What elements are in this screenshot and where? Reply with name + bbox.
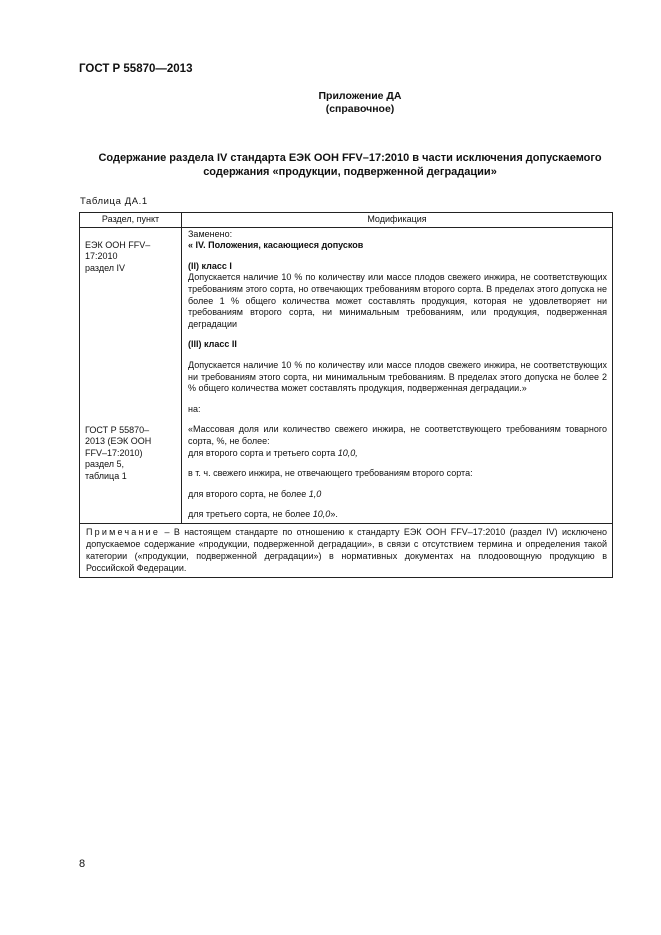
third-grade-end: ». — [330, 509, 338, 520]
section-ref-line: 17:2010 — [85, 251, 118, 262]
header-section: Раздел, пункт — [80, 213, 182, 228]
modification-table — [79, 212, 613, 578]
annex-title: Приложение ДА — [318, 90, 402, 102]
section-ref-line: таблица 1 — [85, 470, 127, 481]
section-ref-line: раздел IV — [85, 262, 126, 273]
section-ref-line: 2013 (ЕЭК ООН — [85, 436, 152, 447]
table-header-row — [80, 213, 613, 228]
third-grade-value: 10,0 — [312, 509, 331, 520]
class1-text: Допускается наличие 10 % по количеству или массе плодов свежего инжира, не соответствующих требованиям этого сорта, но отвечающих требованиям второго сорта. В пределах этого допуска не более 1 % общего количества может составлять продукция, которая не удовлетворяет ни требованиям второго сорта, ни минимальным требованиям, или продукция, подверженная деградации — [188, 272, 607, 329]
class2-text: Допускается наличие 10 % по количеству или массе плодов свежего инжира, не соответствующих ни требованиям этого сорта, ни минимальным требованиям. В пределах этого допуска не более 2 % общего количества может составлять продукция, подверженная деградации.» — [188, 359, 607, 394]
section-ref-modified — [85, 425, 177, 483]
mass-text: «Массовая доля или количество свежего инжира, не соответствующего требованиям товарного сорта, %, не более: — [188, 424, 607, 446]
section-title — [80, 151, 620, 179]
note-row — [80, 523, 613, 577]
section-title-line2: содержания «продукции, подверженной деградации» — [203, 166, 497, 178]
class2-heading: (III) класс II — [188, 339, 237, 350]
document-code: ГОСТ Р 55870—2013 — [79, 63, 193, 75]
second-grade-text: для второго сорта, не более — [188, 488, 307, 499]
section-ref-line: ГОСТ Р 55870– — [85, 424, 150, 435]
note-cell — [80, 523, 613, 577]
section-cell — [80, 227, 182, 523]
table-label: Таблица ДА.1 — [80, 196, 148, 207]
annex-subtitle: (справочное) — [325, 103, 395, 115]
second-grade-line — [188, 489, 607, 501]
annex-heading — [280, 90, 440, 116]
incl-line: в т. ч. свежего инжира, не отвечающего требованиям второго сорта: — [188, 468, 473, 479]
section-title-line1: Содержание раздела IV стандарта ЕЭК ООН FFV–17:2010 в части исключения допускаемого — [98, 152, 602, 164]
grades-value: 10,0, — [337, 447, 358, 458]
third-grade-text: для третьего сорта, не более — [188, 509, 311, 520]
on-label: на: — [188, 403, 201, 414]
third-grade-line — [188, 509, 607, 521]
section-ref-original — [85, 240, 177, 275]
class1-heading: (II) класс I — [188, 260, 232, 271]
note-label: Примечание — [86, 526, 161, 537]
section-heading: « IV. Положения, касающиеся допусков — [188, 240, 364, 251]
section-ref-line: FFV–17:2010) — [85, 447, 143, 458]
note-text: – В настоящем стандарте по отношению к стандарту ЕЭК ООН FFV–17:2010 (раздел IV) исключено допускаемое содержание «продукции, подверженной деградации», в связи с отсутствием термина и определения такой категории («продукции, подверженной деградации») в нормативных документах на плодоовощную продукцию в Российской Федерации. — [86, 526, 607, 573]
grades-text: для второго сорта и третьего сорта — [188, 447, 336, 458]
section-ref-line: раздел 5, — [85, 459, 125, 470]
modification-cell — [182, 227, 613, 523]
table-row — [80, 227, 613, 523]
second-grade-value: 1,0 — [308, 488, 322, 499]
grades-line — [188, 448, 607, 460]
section-ref-line: ЕЭК ООН FFV– — [85, 239, 151, 250]
replaced-label: Заменено: — [188, 228, 233, 239]
header-modification: Модификация — [182, 213, 613, 228]
page-number: 8 — [79, 858, 86, 870]
